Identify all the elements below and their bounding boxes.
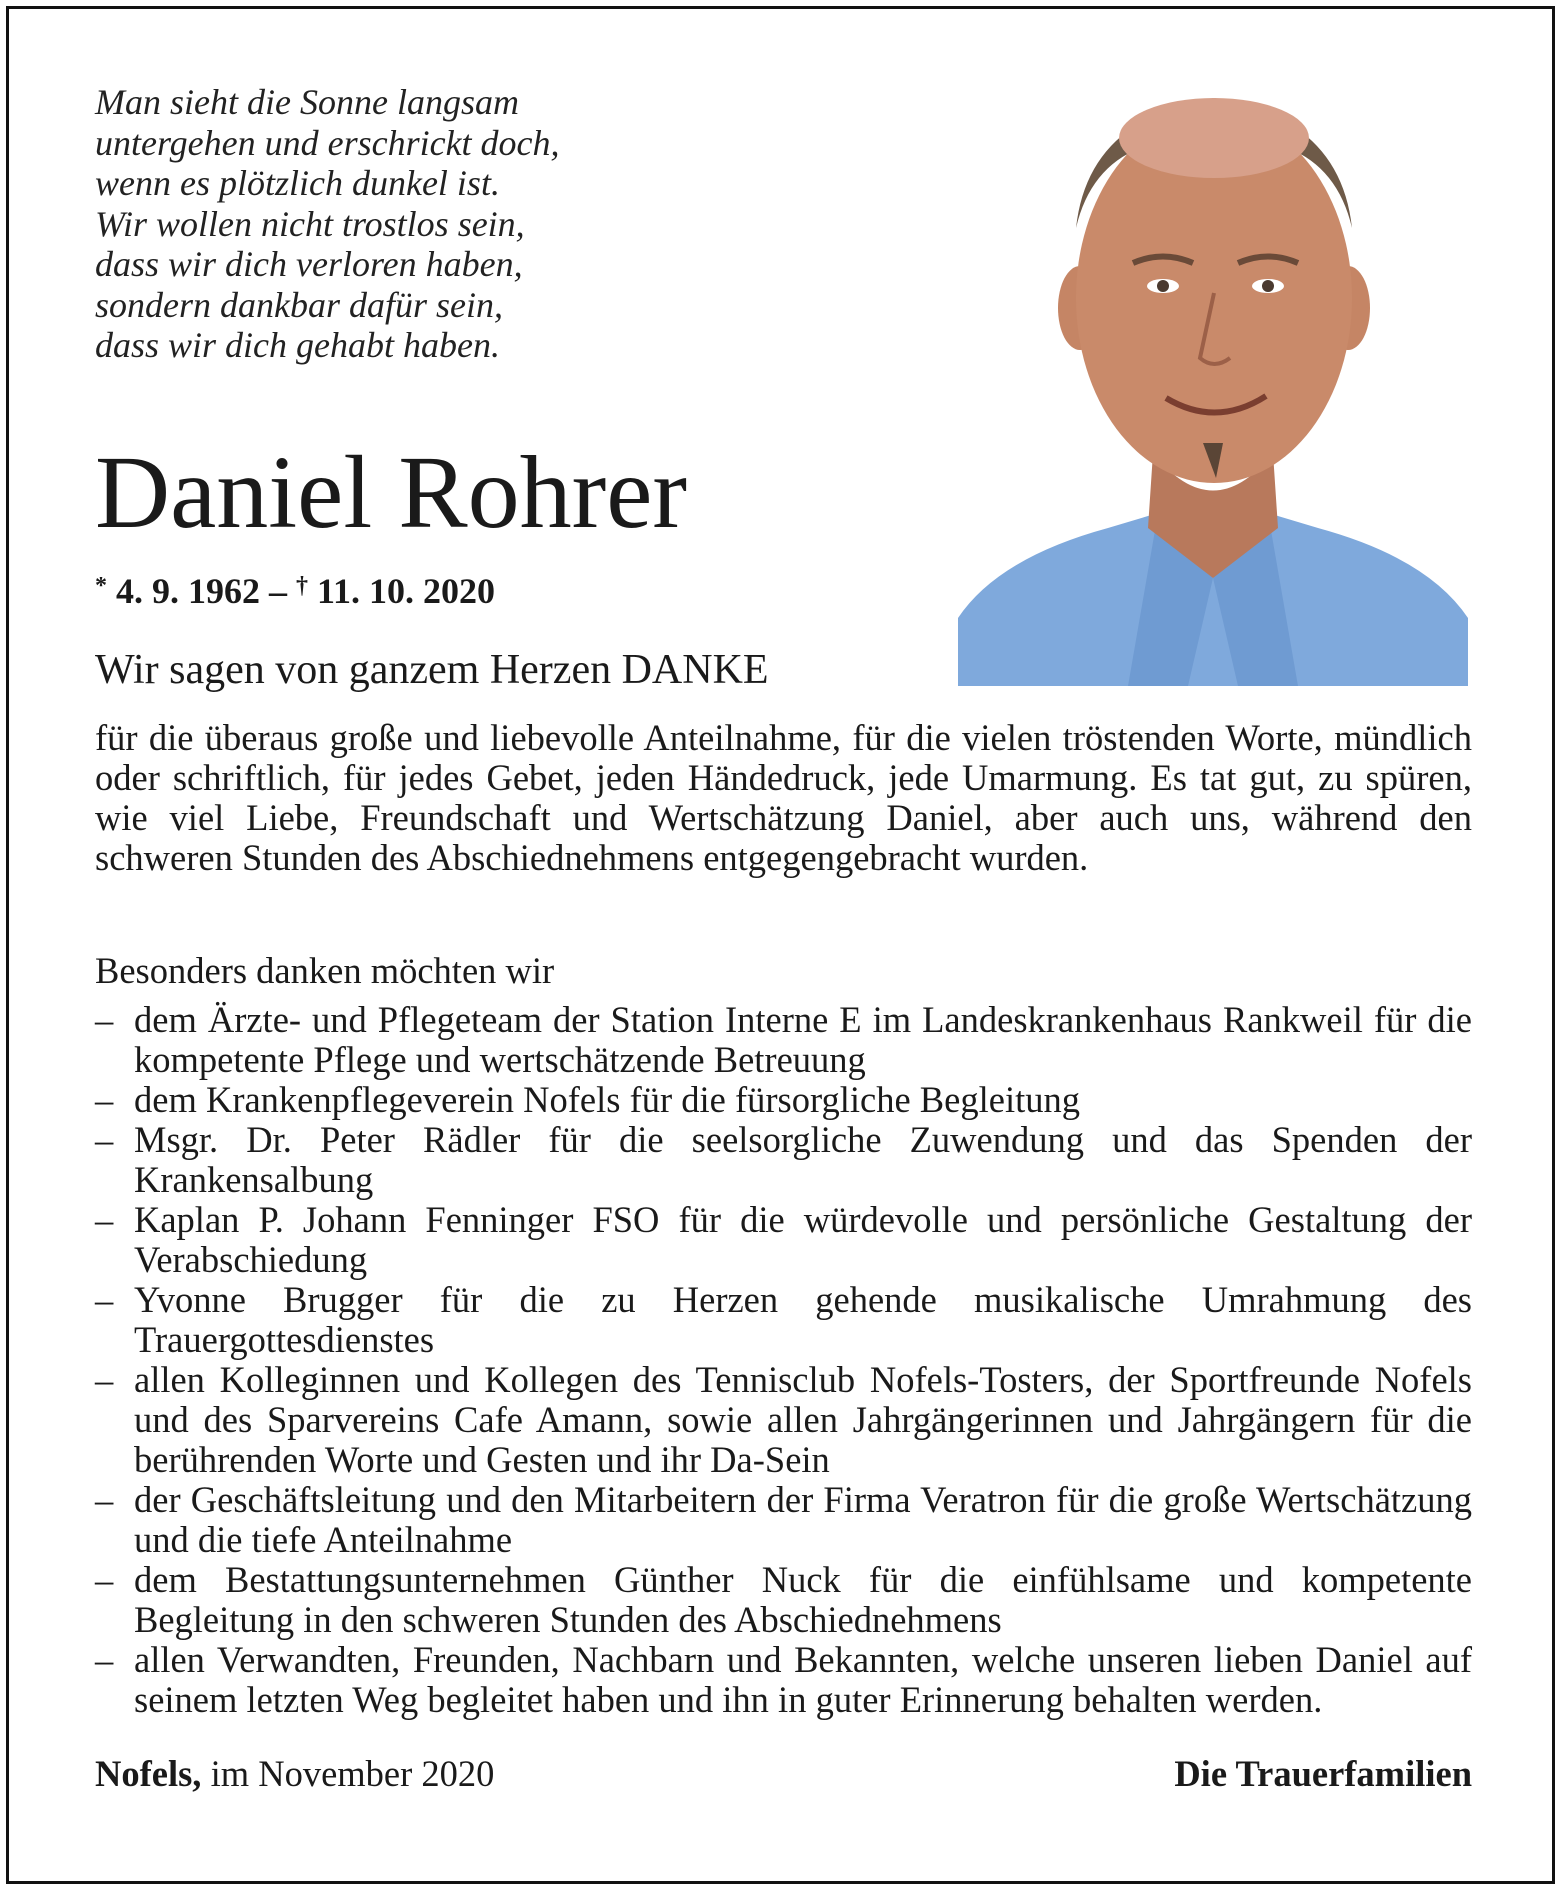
thanks-lead: Besonders danken möchten wir [95, 950, 555, 991]
bullet-dash: – [95, 1639, 114, 1680]
poem-line: Man sieht die Sonne langsam [95, 82, 519, 122]
list-item [95, 1480, 1472, 1560]
poem-line: sondern dankbar dafür sein, [95, 284, 503, 325]
list-item-text: Kaplan P. Johann Fenninger FSO für die würdevolle und persönliche Gestaltung der Verabschiedung [134, 1199, 1472, 1280]
list-item [95, 1280, 1472, 1360]
death-date: 11. 10. 2020 [317, 571, 496, 611]
bullet-dash: – [95, 1119, 114, 1160]
deceased-name: Daniel Rohrer [95, 435, 688, 550]
poem-line: dass wir dich verloren haben, [95, 244, 523, 284]
life-dates [95, 566, 495, 611]
list-item-text: Yvonne Brugger für die zu Herzen gehende musikalische Umrahmung des Trauergottesdienstes [134, 1279, 1472, 1360]
list-item-text: der Geschäftsleitung und den Mitarbeitern der Firma Veratron für die große Wertschätzung und die tiefe Anteilnahme [134, 1479, 1472, 1560]
poem-line: wenn es plötzlich dunkel ist. [95, 163, 500, 203]
list-item-text: Msgr. Dr. Peter Rädler für die seelsorgliche Zuwendung und das Spenden der Krankensalbung [134, 1119, 1472, 1200]
list-item-text: dem Krankenpflegeverein Nofels für die fürsorgliche Begleitung [134, 1079, 1080, 1120]
birth-symbol: * [95, 573, 107, 599]
poem-line: dass wir dich gehabt haben. [95, 325, 500, 365]
bullet-dash: – [95, 1279, 114, 1320]
thanks-heading: Wir sagen von ganzem Herzen DANKE [95, 647, 769, 693]
list-item [95, 1000, 1472, 1080]
thanks-list [95, 1000, 1472, 1720]
memorial-poem [95, 82, 560, 366]
bullet-dash: – [95, 1199, 114, 1240]
footer-date: im November 2020 [210, 1753, 495, 1794]
list-item-text: dem Bestattungsunternehmen Günther Nuck für die einfühlsame und kompetente Begleitung in den schweren Stunden des Abschiednehmens [134, 1559, 1472, 1640]
date-separator: – [269, 571, 287, 611]
poem-line: Wir wollen nicht trostlos sein, [95, 203, 525, 244]
thanks-intro: für die überaus große und liebevolle Anteilnahme, für die vielen tröstenden Worte, mündlich oder schriftlich, für jedes Gebet, jeden Händedruck, jede Umarmung. Es tat gut, zu spüren, wie viel Liebe, Freundschaft und Wertschätzung Daniel, aber auch uns, während den schweren Stunden des Abschiednehmens entgegengebracht wurden. [95, 717, 1472, 878]
footer-place-date [95, 1754, 494, 1794]
bullet-dash: – [95, 1359, 114, 1400]
list-item [95, 1080, 1472, 1120]
list-item [95, 1120, 1472, 1200]
footer-place: Nofels, [95, 1753, 202, 1794]
death-symbol: † [296, 573, 308, 599]
bullet-dash: – [95, 1479, 114, 1520]
bullet-dash: – [95, 999, 114, 1040]
poem-line: untergehen und erschrickt doch, [95, 122, 560, 163]
footer-signature: Die Trauerfamilien [1174, 1753, 1472, 1794]
list-item [95, 1560, 1472, 1640]
list-item [95, 1200, 1472, 1280]
list-item-text: dem Ärzte- und Pflegeteam der Station Interne E im Landeskrankenhaus Rankweil für die kompetente Pflege und wertschätzende Betreuung [134, 999, 1472, 1080]
portrait-photo [958, 58, 1468, 686]
list-item-text: allen Kolleginnen und Kollegen des Tennisclub Nofels-Tosters, der Sportfreunde Nofels und des Sparvereins Cafe Amann, sowie allen Jahrgängerinnen und Jahrgängern für die berührenden Worte und Gesten und ihr Da-Sein [134, 1359, 1472, 1480]
list-item-text: allen Verwandten, Freunden, Nachbarn und Bekannten, welche unseren lieben Daniel auf seinem letzten Weg begleitet haben und ihn in guter Erinnerung behalten werden. [134, 1639, 1472, 1720]
birth-date: 4. 9. 1962 [116, 571, 260, 611]
bullet-dash: – [95, 1559, 114, 1600]
list-item [95, 1640, 1472, 1720]
bullet-dash: – [95, 1079, 114, 1120]
list-item [95, 1360, 1472, 1480]
